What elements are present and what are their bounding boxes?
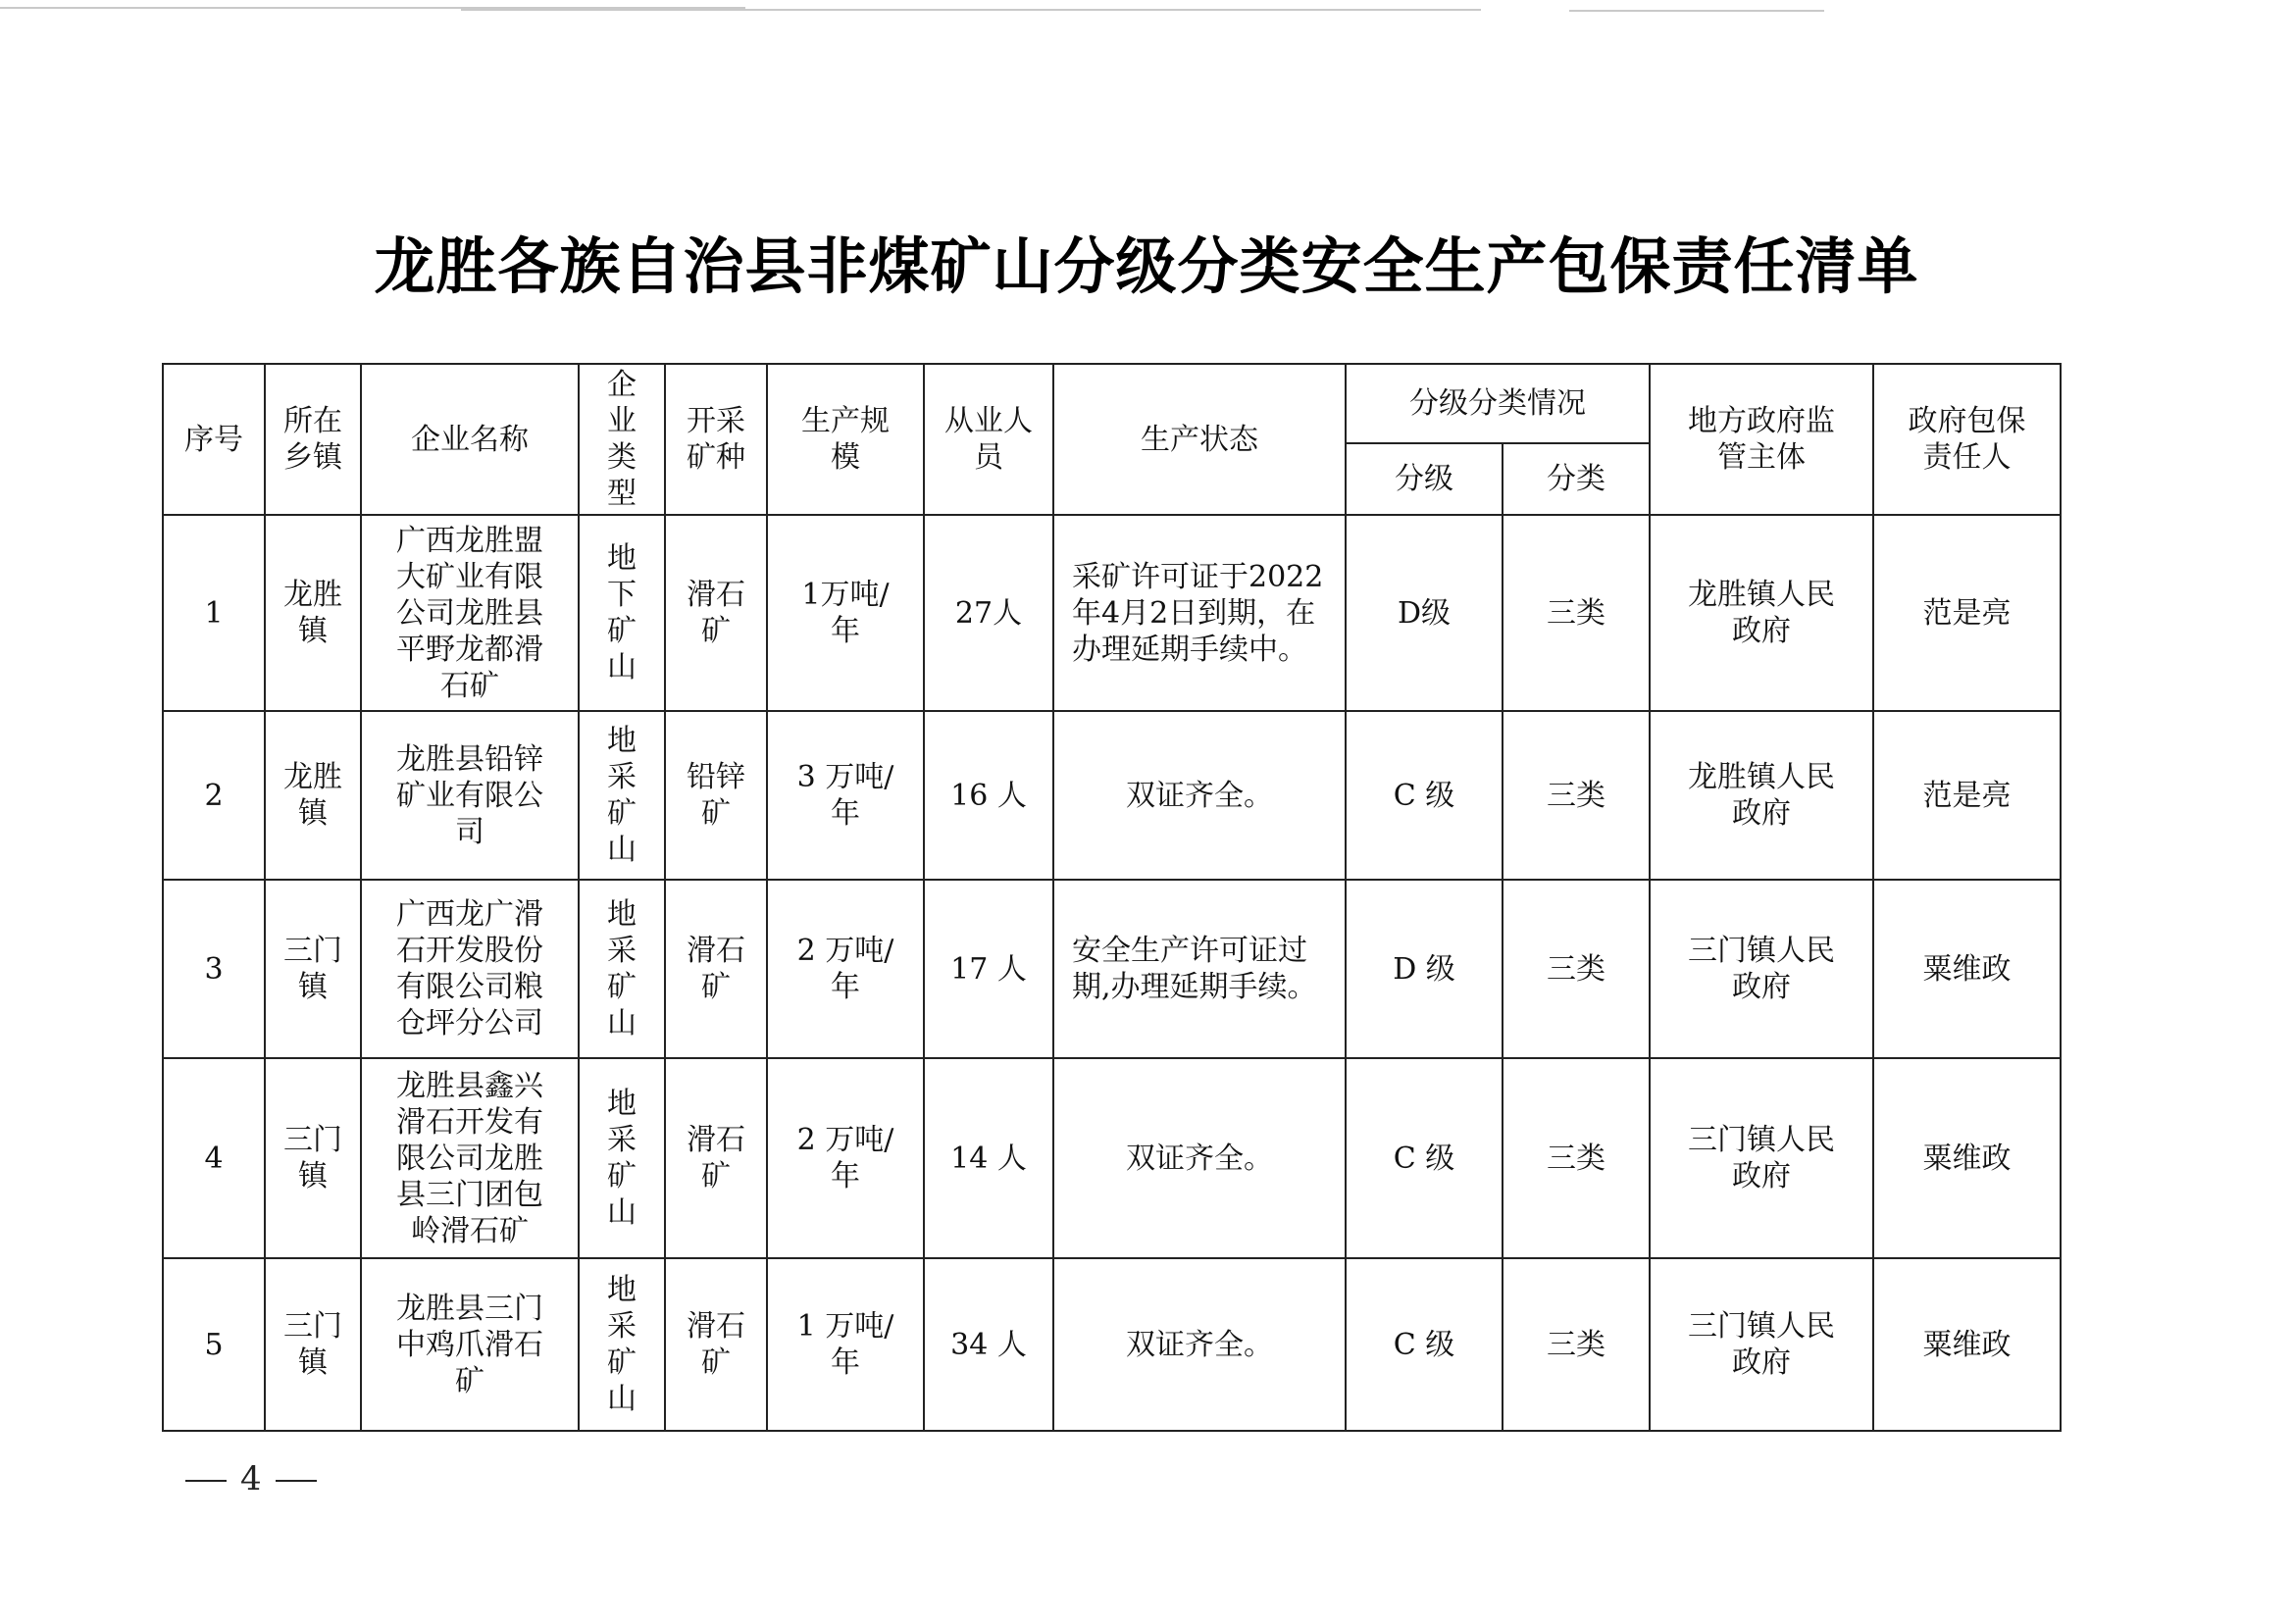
cell-type: 地采矿山: [579, 711, 665, 880]
cell-staff: 34 人: [924, 1258, 1053, 1431]
cell-town: 三门镇: [265, 880, 361, 1058]
cell-scale: 1 万吨/年: [767, 1258, 924, 1431]
header-company: 企业名称: [361, 364, 579, 515]
cell-company: 广西龙广滑石开发股份有限公司粮仓坪分公司: [361, 880, 579, 1058]
page-number: [172, 1459, 331, 1498]
cell-mineral: 铅锌矿: [665, 711, 767, 880]
cell-supervisor: 龙胜镇人民政府: [1650, 515, 1873, 711]
cell-type: 地采矿山: [579, 1058, 665, 1258]
cell-town: 三门镇: [265, 1258, 361, 1431]
cell-index: 5: [163, 1258, 265, 1431]
cell-supervisor: 三门镇人民政府: [1650, 880, 1873, 1058]
cell-type: 地采矿山: [579, 880, 665, 1058]
header-category: 分类: [1503, 443, 1650, 515]
cell-responsible: 粟维政: [1873, 1058, 2061, 1258]
header-supervisor: 地方政府监管主体: [1650, 364, 1873, 515]
header-scale: 生产规模: [767, 364, 924, 515]
cell-town: 龙胜镇: [265, 515, 361, 711]
cell-responsible: 范是亮: [1873, 711, 2061, 880]
cell-index: 2: [163, 711, 265, 880]
cell-town: 三门镇: [265, 1058, 361, 1258]
page-number-dash-left: [185, 1480, 227, 1482]
header-grading-group: 分级分类情况: [1346, 364, 1650, 443]
cell-staff: 17 人: [924, 880, 1053, 1058]
header-responsible: 政府包保责任人: [1873, 364, 2061, 515]
cell-company: 龙胜县铅锌矿业有限公司: [361, 711, 579, 880]
cell-type: 地下矿山: [579, 515, 665, 711]
cell-type: 地采矿山: [579, 1258, 665, 1431]
table-row: [163, 711, 2061, 880]
cell-responsible: 范是亮: [1873, 515, 2061, 711]
cell-category: 三类: [1503, 1058, 1650, 1258]
cell-status: 双证齐全。: [1053, 1258, 1346, 1431]
cell-supervisor: 三门镇人民政府: [1650, 1058, 1873, 1258]
cell-supervisor: 三门镇人民政府: [1650, 1258, 1873, 1431]
cell-town: 龙胜镇: [265, 711, 361, 880]
header-mineral: 开采矿种: [665, 364, 767, 515]
cell-mineral: 滑石矿: [665, 1258, 767, 1431]
cell-staff: 27人: [924, 515, 1053, 711]
cell-scale: 2 万吨/年: [767, 880, 924, 1058]
responsibility-table: [162, 363, 2062, 1432]
cell-category: 三类: [1503, 515, 1650, 711]
cell-supervisor: 龙胜镇人民政府: [1650, 711, 1873, 880]
cell-mineral: 滑石矿: [665, 880, 767, 1058]
page-number-value: 4: [240, 1459, 262, 1498]
table-row: [163, 1058, 2061, 1258]
cell-company: 广西龙胜盟大矿业有限公司龙胜县平野龙都滑石矿: [361, 515, 579, 711]
cell-company: 龙胜县三门中鸡爪滑石矿: [361, 1258, 579, 1431]
cell-status: 双证齐全。: [1053, 1058, 1346, 1258]
cell-mineral: 滑石矿: [665, 1058, 767, 1258]
cell-mineral: 滑石矿: [665, 515, 767, 711]
cell-grade: C 级: [1346, 1258, 1503, 1431]
cell-staff: 16 人: [924, 711, 1053, 880]
cell-index: 3: [163, 880, 265, 1058]
cell-category: 三类: [1503, 880, 1650, 1058]
cell-grade: C 级: [1346, 711, 1503, 880]
page-number-dash-right: [276, 1480, 317, 1482]
cell-scale: 2 万吨/年: [767, 1058, 924, 1258]
cell-status: 双证齐全。: [1053, 711, 1346, 880]
cell-responsible: 粟维政: [1873, 880, 2061, 1058]
cell-responsible: 粟维政: [1873, 1258, 2061, 1431]
header-index: 序号: [163, 364, 265, 515]
header-staff: 从业人员: [924, 364, 1053, 515]
cell-status: 安全生产许可证过期,办理延期手续。: [1053, 880, 1346, 1058]
scan-artifact-line: [1569, 10, 1824, 12]
table-row: [163, 515, 2061, 711]
scan-artifact-line: [461, 9, 1481, 11]
cell-scale: 3 万吨/年: [767, 711, 924, 880]
header-town: 所在乡镇: [265, 364, 361, 515]
cell-company: 龙胜县鑫兴滑石开发有限公司龙胜县三门团包岭滑石矿: [361, 1058, 579, 1258]
cell-category: 三类: [1503, 1258, 1650, 1431]
table-header-row: [163, 364, 2061, 443]
cell-grade: D级: [1346, 515, 1503, 711]
cell-index: 4: [163, 1058, 265, 1258]
page-title: 龙胜各族自治县非煤矿山分级分类安全生产包保责任清单: [374, 230, 1919, 302]
cell-scale: 1万吨/年: [767, 515, 924, 711]
header-type: 企业类型: [579, 364, 665, 515]
cell-category: 三类: [1503, 711, 1650, 880]
table-row: [163, 880, 2061, 1058]
cell-index: 1: [163, 515, 265, 711]
cell-staff: 14 人: [924, 1058, 1053, 1258]
cell-status: 采矿许可证于2022年4月2日到期，在办理延期手续中。: [1053, 515, 1346, 711]
table-row: [163, 1258, 2061, 1431]
cell-grade: D 级: [1346, 880, 1503, 1058]
header-status: 生产状态: [1053, 364, 1346, 515]
header-grade: 分级: [1346, 443, 1503, 515]
cell-grade: C 级: [1346, 1058, 1503, 1258]
